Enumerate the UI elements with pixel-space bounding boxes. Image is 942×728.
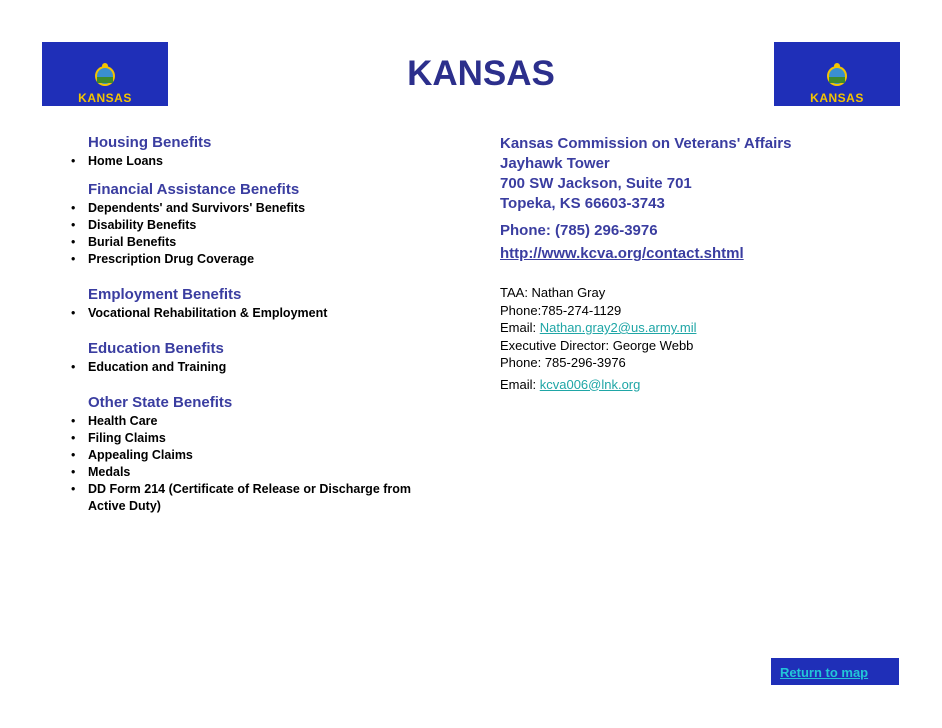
bullet-icon: • (71, 201, 76, 215)
list-item: • Home Loans (71, 154, 164, 168)
financial-list (66, 200, 466, 268)
list-item: • Appealing Claims (71, 448, 193, 462)
taa-phone: Phone:785-274-1129 (500, 302, 622, 318)
section-heading-employment: Employment Benefits (88, 286, 242, 303)
bullet-icon: • (71, 482, 76, 496)
list-item: • Health Care (71, 414, 158, 428)
section-heading-education: Education Benefits (88, 340, 224, 357)
bullet-icon: • (71, 465, 76, 479)
org-building: Jayhawk Tower (500, 155, 610, 172)
contact-column (500, 134, 860, 393)
taa-email-row: Email: Nathan.gray2@us.army.mil (500, 320, 697, 335)
bullet-icon: • (71, 252, 76, 266)
bullet-icon: • (71, 414, 76, 428)
org-website-link[interactable]: http://www.kcva.org/contact.shtml (500, 245, 744, 262)
section-heading-financial: Financial Assistance Benefits (88, 181, 300, 198)
director-name: Executive Director: George Webb (500, 337, 694, 353)
flag-label: KANSAS (810, 91, 864, 105)
section-heading-housing: Housing Benefits (88, 134, 212, 151)
housing-list (66, 153, 466, 170)
flag-label: KANSAS (78, 91, 132, 105)
org-street: 700 SW Jackson, Suite 701 (500, 175, 692, 192)
taa-contact (500, 284, 860, 393)
list-item: • Education and Training (71, 360, 227, 374)
return-to-map-link[interactable]: Return to map (780, 665, 869, 680)
taa-name: TAA: Nathan Gray (500, 285, 606, 300)
bullet-icon: • (71, 218, 76, 232)
list-item: • Prescription Drug Coverage (71, 252, 255, 266)
return-to-map-button[interactable] (771, 658, 899, 685)
bullet-icon: • (71, 235, 76, 249)
director-email-row: Email: kcva006@lnk.org (500, 376, 641, 392)
bullet-icon: • (71, 431, 76, 445)
org-name: Kansas Commission on Veterans' Affairs (500, 135, 792, 152)
benefits-column (66, 134, 466, 515)
list-item: • DD Form 214 (Certificate of Release or Discharge from Active Duty) (71, 482, 412, 513)
org-phone: Phone: (785) 296-3976 (500, 222, 658, 239)
education-list (66, 359, 466, 376)
taa-email-link[interactable]: Nathan.gray2@us.army.mil (539, 320, 697, 335)
page-title: KANSAS (407, 54, 555, 93)
list-item: • Filing Claims (71, 431, 166, 445)
bullet-icon: • (71, 154, 76, 168)
bullet-icon: • (71, 306, 76, 320)
employment-list (66, 305, 466, 322)
list-item: • Medals (71, 465, 131, 479)
director-phone: Phone: 785-296-3976 (500, 355, 626, 370)
org-city: Topeka, KS 66603-3743 (500, 195, 665, 212)
list-item: • Vocational Rehabilitation & Employment (71, 306, 328, 320)
bullet-icon: • (71, 448, 76, 462)
other-list (66, 413, 466, 515)
list-item: • Disability Benefits (71, 218, 197, 232)
bullet-icon: • (71, 360, 76, 374)
section-heading-other: Other State Benefits (88, 394, 233, 411)
director-email-link[interactable]: kcva006@lnk.org (539, 376, 641, 392)
list-item: • Burial Benefits (71, 235, 177, 249)
list-item: • Dependents' and Survivors' Benefits (71, 201, 306, 215)
